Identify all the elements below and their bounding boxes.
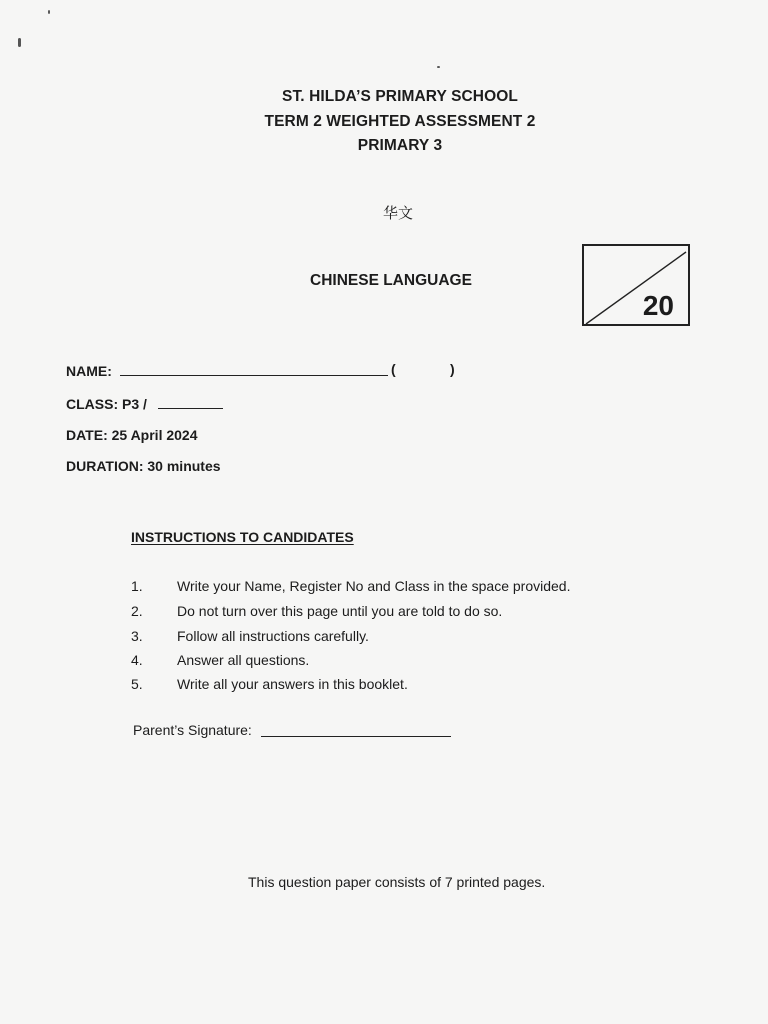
class-line[interactable]	[158, 408, 223, 409]
name-label: NAME:	[66, 363, 112, 379]
instruction-number: 1.	[131, 578, 143, 594]
class-label: CLASS: P3 /	[66, 396, 147, 412]
date-label: DATE: 25 April 2024	[66, 427, 198, 443]
parent-signature-label: Parent’s Signature:	[133, 722, 252, 738]
scan-speck	[48, 10, 50, 14]
instruction-text: Write all your answers in this booklet.	[177, 676, 408, 692]
register-paren-close: )	[450, 361, 455, 377]
instructions-heading: INSTRUCTIONS TO CANDIDATES	[131, 529, 354, 545]
instruction-item	[131, 578, 611, 598]
subject-english: CHINESE LANGUAGE	[310, 272, 472, 289]
instruction-text: Write your Name, Register No and Class in the space provided.	[177, 578, 571, 594]
page-count-note: This question paper consists of 7 printed pages.	[248, 874, 546, 890]
instruction-item	[131, 603, 611, 623]
instruction-item	[131, 676, 611, 696]
instruction-text: Answer all questions.	[177, 652, 310, 668]
register-paren-open: (	[391, 361, 396, 377]
instruction-number: 2.	[131, 603, 143, 619]
name-line[interactable]	[120, 375, 388, 376]
scan-speck	[437, 66, 440, 68]
instruction-number: 3.	[131, 628, 143, 644]
instruction-text: Do not turn over this page until you are told to do so.	[177, 603, 503, 619]
duration-label: DURATION: 30 minutes	[66, 458, 221, 474]
scan-speck	[18, 38, 21, 47]
score-box	[582, 244, 690, 326]
assessment-title: TERM 2 WEIGHTED ASSESSMENT 2	[264, 113, 536, 130]
instruction-text: Follow all instructions carefully.	[177, 628, 369, 644]
instruction-item	[131, 628, 611, 648]
subject-chinese: 华文	[382, 204, 413, 222]
score-total: 20	[642, 290, 674, 321]
grade-level: PRIMARY 3	[357, 137, 443, 154]
parent-signature-line[interactable]	[261, 736, 451, 737]
school-name: ST. HILDA’S PRIMARY SCHOOL	[282, 88, 518, 105]
instruction-number: 4.	[131, 652, 143, 668]
instruction-item	[131, 652, 611, 672]
instruction-number: 5.	[131, 676, 143, 692]
